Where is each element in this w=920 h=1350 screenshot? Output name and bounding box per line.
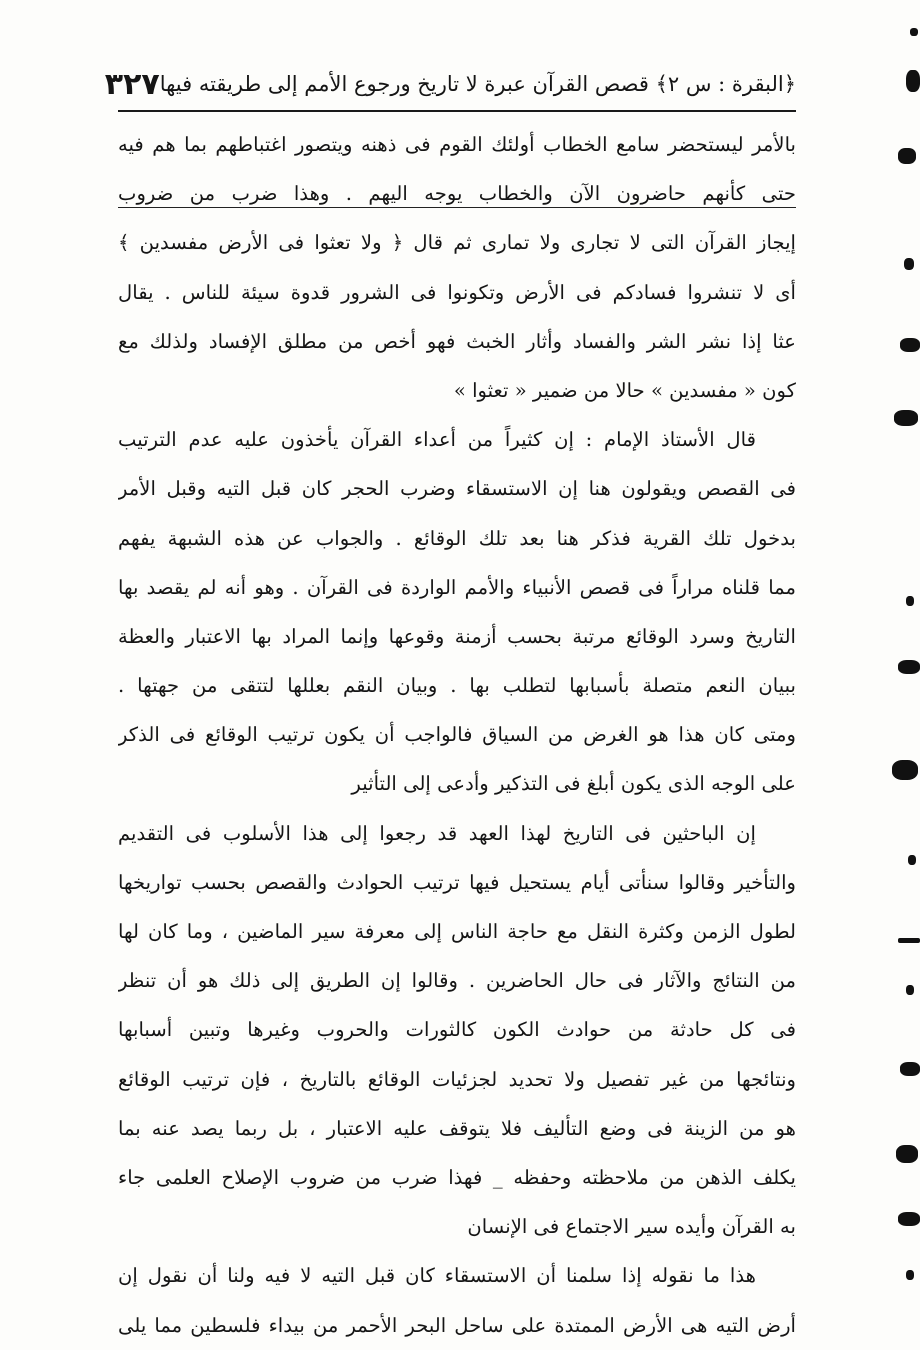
scan-mark [906, 1270, 914, 1280]
scan-mark [898, 1212, 920, 1226]
text-line [118, 169, 796, 218]
text-line: مما قلناه مراراً فى قصص الأنبياء والأمم الواردة فى القرآن . وهو أنه لم يقصد بها [118, 575, 796, 599]
text-line: فى القصص ويقولون هنا إن الاستسقاء وضرب الحجر كان قبل التيه وقبل الأمر [118, 477, 796, 501]
text-line: بدخول تلك القرية فذكر هنا بعد تلك الوقائع . والجواب عن هذه الشبهة يفهم [118, 526, 796, 550]
text-line: من النتائج والآثار فى حال الحاضرين . وقالوا إن الطريق إلى ذلك هو أن تنظر [118, 969, 796, 993]
scan-mark [910, 28, 918, 36]
text-line: التاريخ وسرد الوقائع مرتبة بحسب أزمنة وقوعها وإنما المراد بها الاعتبار والعظة [118, 624, 796, 648]
text-line: هو من الزينة فى وضع التأليف فلا يتوقف عليه الاعتبار ، بل ربما يصد عنه بما [118, 1116, 796, 1140]
text-line: على الوجه الذى يكون أبلغ فى التذكير وأدعى إلى التأثير [351, 772, 796, 796]
scan-mark [906, 985, 914, 995]
text-line: إن الباحثين فى التاريخ لهذا العهد قد رجعوا إلى هذا الأسلوب فى التقديم [118, 821, 756, 845]
text-line: أى لا تنشروا فسادكم فى الأرض وتكونوا فى الشرور قدوة سيئة للناس . يقال [118, 280, 796, 304]
text-line: به القرآن وأيده سير الاجتماع فى الإنسان [467, 1215, 796, 1239]
body-text [118, 120, 796, 1350]
text-line: كون « مفسدين » حالا من ضمير « تعثوا » [453, 378, 796, 402]
scan-mark [898, 938, 920, 943]
text-line: ومتى كان هذا هو الغرض من السياق فالواجب أن يكون ترتيب الوقائع فى الذكر [118, 723, 796, 747]
scan-mark [898, 660, 920, 674]
header-rule [118, 110, 796, 112]
scan-mark [906, 70, 920, 92]
underlined-text: حتى كأنهم حاضرون الآن والخطاب يوجه اليهم . وهذا ضرب من ضروب [118, 182, 796, 208]
scan-mark [894, 410, 918, 426]
page-number: ٣٢٧ [104, 66, 160, 102]
scan-mark [906, 596, 914, 606]
scan-mark [904, 258, 914, 270]
text-line: يكلف الذهن من ملاحظته وحفظه _ فهذا ضرب من ضروب الإصلاح العلمى جاء [118, 1165, 796, 1189]
scan-mark [892, 760, 918, 780]
text-line: أرض التيه هى الأرض الممتدة على ساحل البحر الأحمر من بيداء فلسطين مما يلى [118, 1313, 796, 1337]
text-line: إيجاز القرآن التى لا تجارى ولا تمارى ثم قال ﴿ ولا تعثوا فى الأرض مفسدين ﴾ [118, 231, 796, 255]
scan-mark [896, 1145, 918, 1163]
scan-mark [900, 338, 920, 352]
header-title: ﴿البقرة : س ٢﴾ قصص القرآن عبرة لا تاريخ ورجوع الأمم إلى طريقته فيها [159, 72, 796, 96]
text-line: ونتائجها من غير تفصيل ولا تحديد لجزئيات الوقائع بالتاريخ ، فإن ترتيب الوقائع [118, 1067, 796, 1091]
text-line: بالأمر ليستحضر سامع الخطاب أولئك القوم فى ذهنه ويتصور اغتباطهم بما هم فيه [118, 133, 796, 156]
scan-mark [908, 855, 916, 865]
text-line: ببيان النعم متصلة بأسبابها لتطلب بها . وبيان النقم بعللها لتتقى من جهتها . [118, 674, 796, 698]
running-header [104, 62, 796, 106]
text-line: فى كل حادثة من حوادث الكون كالثورات والحروب وغيرها وتبين أسبابها [118, 1018, 796, 1042]
scan-mark [900, 1062, 920, 1076]
text-line: والتأخير وقالوا سنأتى أيام يستحيل فيها ترتيب الحوادث والقصص بحسب تواريخها [118, 870, 796, 894]
text-line: عثا إذا نشر الشر والفساد وأثار الخبث فهو أخص من مطلق الإفساد ولذلك مع [118, 329, 796, 353]
text-line: قال الأستاذ الإمام : إن كثيراً من أعداء القرآن يأخذون عليه عدم الترتيب [118, 428, 756, 452]
scan-mark [898, 148, 916, 164]
text-line: لطول الزمن وكثرة النقل مع حاجة الناس إلى معرفة سير الماضين ، وما كان لها [118, 920, 796, 943]
text-line: هذا ما نقوله إذا سلمنا أن الاستسقاء كان قبل التيه لا فيه ولنا أن نقول إن [118, 1264, 756, 1288]
